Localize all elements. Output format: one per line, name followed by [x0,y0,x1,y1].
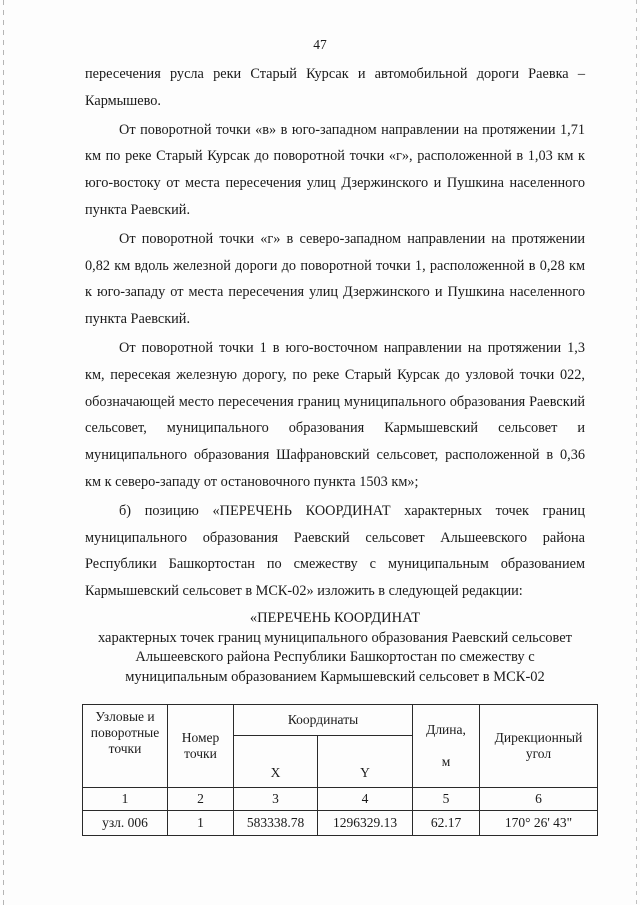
table-title [80,609,590,687]
body-text [85,61,585,605]
cell-node: узл. 006 [83,811,168,836]
index-cell: 2 [168,788,234,811]
paragraph-4: От поворотной точки 1 в юго-восточном направлении на протяжении 1,3 км, пересекая железную дорогу, по реке Старый Курсак до узловой точки 022, обозначающей место пересечения границ муниципального образования Раевский сельсовет, муниципального образования Кармышевский сельсовет и муниципального образования Шафрановский сельсовет, расположенной в 0,36 км к северо-западу от остановочного пункта 1503 км»; [85,339,585,490]
cell-length: 62.17 [413,811,480,836]
table-title-line-4: муниципальным образованием Кармышевский сельсовет в МСК-02 [125,668,545,685]
paragraph-5: б) позицию «ПЕРЕЧЕНЬ КООРДИНАТ характерных точек границ муниципального образования Раевский сельсовет Альшеевского района Республики Башкортостан по смежеству с муниципальным образованием Кармышевский сельсовет в МСК-02» изложить в следующей редакции: [85,502,585,600]
index-cell: 5 [413,788,480,811]
cell-angle: 170° 26' 43" [480,811,598,836]
coordinates-table [82,704,598,836]
header-angle: Дирекционный угол [480,705,598,788]
index-cell: 3 [234,788,318,811]
cell-x: 583338.78 [234,811,318,836]
table-row [83,811,598,836]
header-number: Номер точки [168,705,234,788]
index-cell: 6 [480,788,598,811]
index-cell: 1 [83,788,168,811]
header-length-unit: м [441,754,451,769]
header-coordinates: Координаты [234,705,413,736]
header-x: X [234,736,318,788]
index-cell: 4 [318,788,413,811]
paragraph-1: пересечения русла реки Старый Курсак и автомобильной дороги Раевка – Кармышево. [85,66,585,109]
paragraph-3: От поворотной точки «г» в северо-западном направлении на протяжении 0,82 км вдоль железной дороги до поворотной точки 1, расположенной в 0,28 км к юго-западу от места пересечения улиц Дзержинского и Пушкина населенного пункта Раевский. [85,230,585,328]
header-y: Y [318,736,413,788]
page-number: 47 [313,37,327,52]
header-length-label: Длина, [426,722,466,737]
header-length [413,705,480,788]
table-title-line-3: Альшеевского района Республики Башкортостан по смежеству с [135,649,535,665]
right-scan-edge [636,0,637,905]
cell-y: 1296329.13 [318,811,413,836]
index-row [83,788,598,811]
cell-number: 1 [168,811,234,836]
table-title-line-2: характерных точек границ муниципального образования Раевский сельсовет [97,629,573,646]
paragraph-2: От поворотной точки «в» в юго-западном направлении на протяжении 1,71 км по реке Старый Курсак до поворотной точки «г», расположенной в 1,03 км к юго-востоку от места пересечения улиц Дзержинского и Пушкина населенного пункта Раевский. [85,121,585,218]
header-nodes: Узловые и поворотные точки [83,705,168,788]
table-title-line-1: «ПЕРЕЧЕНЬ КООРДИНАТ [249,610,421,626]
left-scan-edge [3,0,4,905]
